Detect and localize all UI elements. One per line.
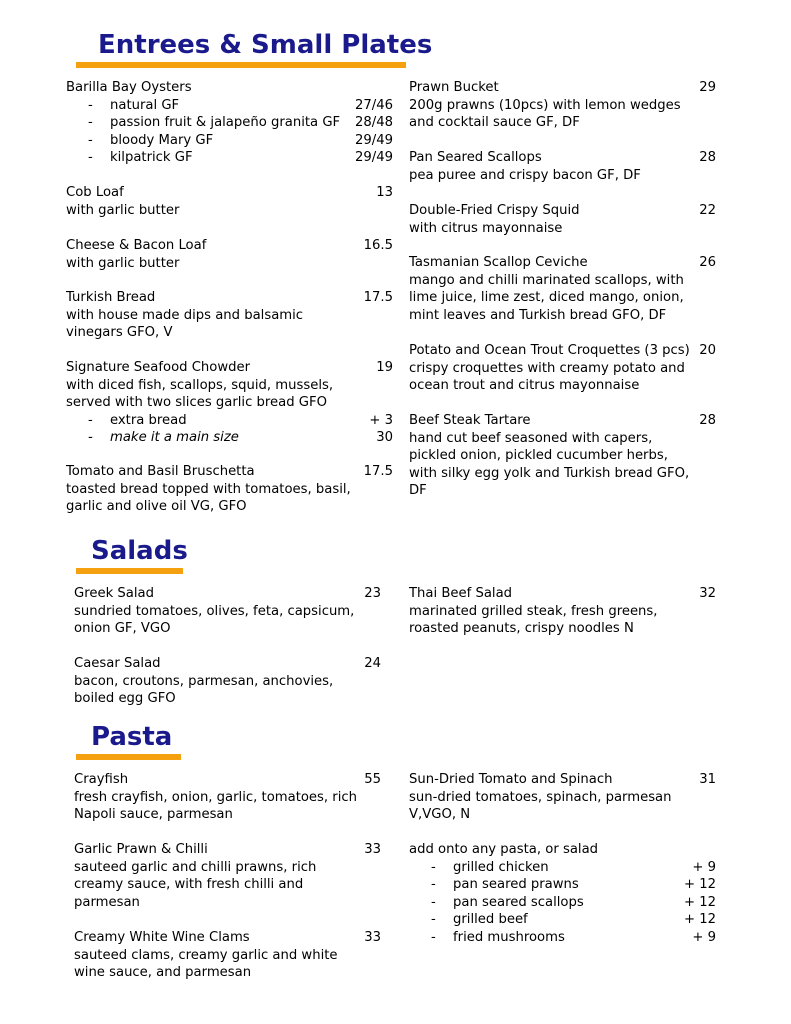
item-name: Garlic Prawn & Chilli (74, 842, 208, 857)
option-price: 29/49 (354, 150, 393, 165)
item-description: served with two slices garlic bread GFO (66, 395, 327, 410)
menu-item-add-ons: add onto any pasta, or salad - grilled chicken + 9 - pan seared prawns + 12 - pan seared scallops + 12 - grilled beef + 12 - fried mushrooms + 9 (409, 842, 716, 945)
item-price: 16.5 (363, 238, 393, 253)
item-name: add onto any pasta, or salad (409, 842, 599, 857)
item-description: with garlic butter (66, 255, 180, 271)
item-description: wine sauce, and parmesan (74, 965, 252, 980)
option-price: + 12 (683, 912, 716, 927)
section-title: Entrees & Small Plates (98, 30, 433, 60)
item-name: Greek Salad (74, 586, 154, 601)
option-name: pan seared scallops (453, 894, 584, 910)
item-price: 23 (364, 586, 381, 601)
option-name: grilled chicken (453, 859, 549, 875)
item-name: Pan Seared Scallops (409, 150, 542, 165)
option-price: + 3 (369, 412, 393, 428)
item-description: with diced fish, scallops, squid, mussels, (66, 377, 334, 393)
item-name: Cob Loaf (66, 185, 124, 200)
menu-item-white-wine-clams (74, 929, 381, 982)
option-name: natural GF (110, 97, 180, 113)
menu-item-trout-croquettes (409, 342, 716, 395)
item-description: boiled egg GFO (74, 691, 176, 706)
heading-underline (76, 754, 181, 760)
item-name: Tomato and Basil Bruschetta (66, 464, 255, 479)
item-description: mango and chilli marinated scallops, with (409, 272, 684, 288)
item-name: Turkish Bread (66, 290, 156, 305)
item-price: 28 (699, 413, 716, 428)
item-description: sauteed clams, creamy garlic and white (74, 947, 338, 963)
section-heading-entrees (76, 30, 433, 68)
item-description: Napoli sauce, parmesan (74, 807, 233, 822)
item-price: 26 (699, 255, 716, 270)
item-description: with house made dips and balsamic (66, 307, 304, 323)
item-price: 13 (376, 185, 393, 200)
item-price: 31 (699, 772, 716, 787)
option-name: passion fruit & jalapeño granita GF (110, 115, 341, 130)
option-name: kilpatrick GF (110, 150, 193, 165)
option-price: 29/49 (354, 132, 393, 148)
item-price: 19 (376, 360, 393, 375)
option-name: bloody Mary GF (110, 132, 214, 148)
menu-item-greek-salad (74, 585, 381, 638)
item-description: mint leaves and Turkish bread GFO, DF (409, 307, 667, 323)
menu-item-seafood-chowder: Signature Seafood Chowder 19 with diced fish, scallops, squid, mussels, served with two slices garlic bread GFO - extra bread + 3 - make it a main size 30 (66, 359, 396, 447)
item-price: 20 (699, 343, 716, 358)
item-description: with garlic butter (66, 202, 180, 218)
option-name: grilled beef (453, 912, 528, 927)
item-description: pea puree and crispy bacon GF, DF (409, 167, 641, 183)
item-description: sun-dried tomatoes, spinach, parmesan (409, 789, 672, 805)
menu-item-turkish-bread (66, 289, 396, 342)
section-title: Pasta (91, 722, 173, 752)
item-name: Double-Fried Crispy Squid (409, 203, 580, 218)
menu-item-cob-loaf (66, 184, 396, 219)
item-description: with silky egg yolk and Turkish bread GFO, (409, 465, 690, 481)
item-price: 17.5 (363, 290, 393, 305)
option-price: + 9 (692, 859, 716, 875)
item-price: 33 (364, 842, 381, 857)
item-description: V,VGO, N (409, 807, 471, 822)
item-price: 32 (699, 586, 716, 601)
option-name: pan seared prawns (453, 877, 579, 892)
menu-item-scallop-ceviche (409, 254, 716, 324)
item-price: 55 (364, 772, 381, 787)
item-description: 200g prawns (10pcs) with lemon wedges (409, 97, 681, 113)
menu-item-crispy-squid (409, 202, 716, 237)
menu-item-thai-beef-salad (409, 585, 716, 638)
item-description: ocean trout and citrus mayonnaise (409, 378, 640, 393)
item-name: Potato and Ocean Trout Croquettes (409, 343, 641, 358)
menu-item-barilla-bay-oysters: Barilla Bay Oysters - natural GF 27/46 - passion fruit & jalapeño granita GF 28/48 - bloody Mary GF 29/49 - kilpatrick GF 29/49 (66, 80, 393, 165)
item-description: creamy sauce, with fresh chilli and (74, 877, 304, 892)
item-name: Barilla Bay Oysters (66, 80, 192, 95)
menu-item-beef-tartare (409, 412, 716, 500)
item-description: pickled onion, pickled cucumber herbs, (409, 448, 668, 463)
option-name: make it a main size (110, 430, 239, 445)
option-name: fried mushrooms (453, 929, 565, 945)
item-description: garlic and olive oil VG, GFO (66, 499, 247, 514)
menu-item-caesar-salad (74, 655, 381, 708)
menu-item-cheese-bacon-loaf (66, 237, 396, 272)
item-description: bacon, croutons, parmesan, anchovies, (74, 673, 334, 689)
item-description: DF (409, 483, 427, 498)
item-description: and cocktail sauce GF, DF (409, 115, 580, 130)
item-description: sauteed garlic and chilli prawns, rich (74, 859, 317, 875)
heading-underline (76, 62, 406, 68)
item-description: roasted peanuts, crispy noodles N (409, 621, 634, 636)
item-name: Signature Seafood Chowder (66, 360, 251, 375)
option-price: + 12 (683, 894, 716, 910)
item-description: parmesan (74, 894, 140, 910)
item-name: Crayfish (74, 772, 129, 787)
item-price: 29 (699, 80, 716, 95)
item-name: Caesar Salad (74, 656, 161, 671)
item-price: 17.5 (363, 464, 393, 479)
item-name: Tasmanian Scallop Ceviche (409, 255, 588, 270)
item-name: Beef Steak Tartare (409, 413, 531, 428)
menu-item-crayfish (74, 771, 381, 824)
option-price: 30 (376, 430, 393, 445)
option-price: + 12 (683, 877, 716, 892)
menu-item-garlic-prawn-chilli (74, 841, 381, 911)
item-price: 24 (364, 656, 381, 671)
menu-item-pan-seared-scallops (409, 149, 716, 184)
menu-item-prawn-bucket (409, 79, 716, 132)
item-description: marinated grilled steak, fresh greens, (409, 603, 658, 619)
item-description: hand cut beef seasoned with capers, (409, 430, 653, 446)
item-description: vinegars GFO, V (66, 325, 173, 340)
item-description: fresh crayfish, onion, garlic, tomatoes, rich (74, 789, 357, 805)
item-price: 28 (699, 150, 716, 165)
option-price: + 9 (692, 929, 716, 945)
option-price: 28/48 (354, 115, 393, 130)
section-heading-salads (76, 536, 188, 574)
menu-item-bruschetta (66, 463, 396, 516)
item-description: with citrus mayonnaise (409, 220, 563, 236)
item-name: Cheese & Bacon Loaf (66, 238, 207, 253)
item-name: Creamy White Wine Clams (74, 930, 250, 945)
section-title: Salads (91, 536, 188, 566)
item-description: onion GF, VGO (74, 621, 171, 636)
item-price: 33 (364, 930, 381, 945)
item-price: 22 (699, 203, 716, 218)
item-name: Sun-Dried Tomato and Spinach (409, 772, 613, 787)
menu-item-sun-dried-tomato-spinach (409, 771, 716, 824)
item-description: sundried tomatoes, olives, feta, capsicum, (74, 603, 355, 619)
item-name-extra: (3 pcs) (640, 343, 690, 358)
heading-underline (76, 568, 183, 574)
section-heading-pasta (76, 722, 181, 760)
option-price: 27/46 (354, 97, 393, 113)
item-name: Thai Beef Salad (409, 586, 513, 601)
item-description: toasted bread topped with tomatoes, basil, (66, 481, 351, 497)
item-name: Prawn Bucket (409, 80, 499, 95)
item-description: lime juice, lime zest, diced mango, onion, (409, 290, 684, 305)
item-description: crispy croquettes with creamy potato and (409, 360, 685, 376)
option-name: extra bread (110, 412, 187, 428)
